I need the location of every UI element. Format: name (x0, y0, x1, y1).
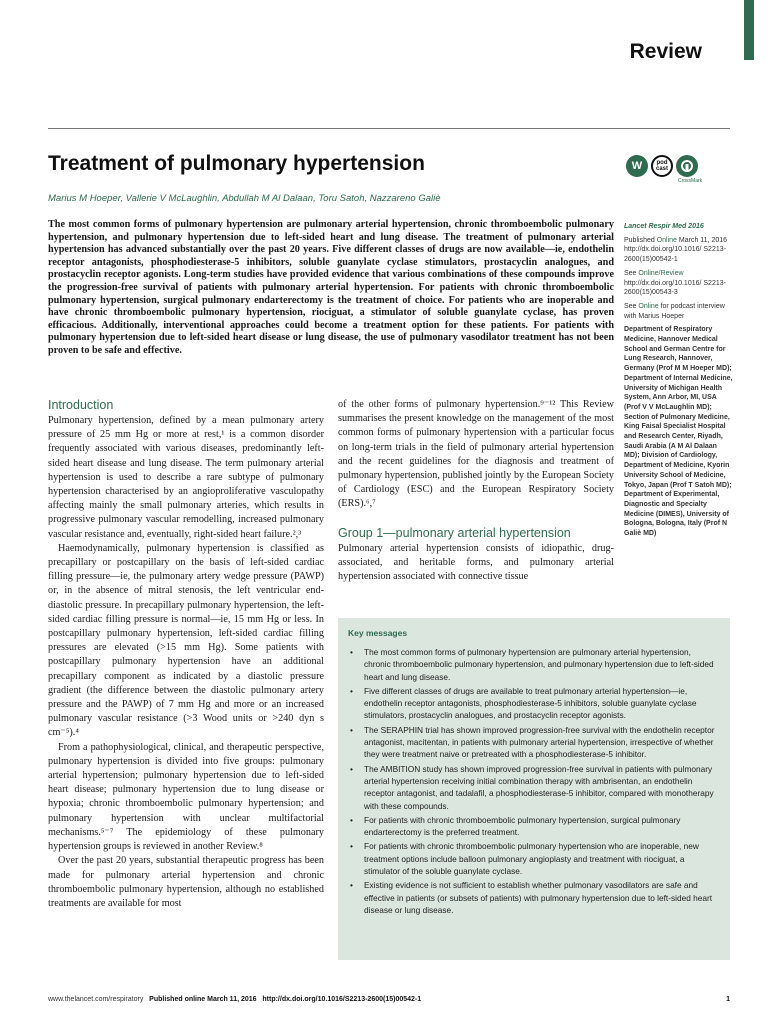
author-list: Marius M Hoeper, Vallerie V McLaughlin, Abdullah M Al Dalaan, Toru Satoh, Nazzareno Galiè (48, 193, 441, 204)
body-paragraph: Pulmonary arterial hypertension consists of idiopathic, drug-associated, and heritable forms, and pulmonary arterial hypertension associated with connective tissue (338, 542, 614, 583)
online-review-link[interactable]: Online/Review (638, 269, 684, 277)
article-title: Treatment of pulmonary hypertension (48, 152, 425, 175)
margin-notes (624, 222, 734, 543)
key-messages-panel (338, 618, 730, 960)
abstract: The most common forms of pulmonary hypertension are pulmonary arterial hypertension, chronic thromboembolic pulmonary hypertension, and pulmonary hypertension due to left-sided heart and lung disease. The treatment of pulmonary arterial hypertension has advanced substantially over the past 20 years. Five different classes of drugs are now available—ie, endothelin receptor antagonists, phosphodiesterase-5 inhibitors, soluble guanylate cyclase stimulators, prostacyclin analogues, and prostacyclin receptor agonists. Long-term studies have provided evidence that various combinations of these compounds improve the progression-free survival of patients with pulmonary arterial hypertension. For patients with chronic thromboembolic pulmonary hypertension, surgical pulmonary endarterectomy is the treatment of choice. For patients who are inoperable and have chronic thromboembolic pulmonary hypertension, riociguat, a stimulator of soluble guanylate cyclase, has proven efficacious. Additionally, interventional approaches could become a treatment option for these patients. For patients with pulmonary hypertension due to left-sided heart disease or lung disease, the use of pulmonary vasodilator treatment has not been proven to be safe and effective. (48, 219, 614, 356)
page-footer (48, 996, 730, 1003)
crossmark-label: CrossMark (678, 178, 703, 184)
podcast-note: See Online for podcast interview with Marius Hoeper (624, 302, 725, 320)
body-paragraph: of the other forms of pulmonary hypertension.⁹⁻¹² This Review summarises the present knowledge on the management of the most common forms of pulmonary hypertension with a particular focus on long-term trials in the field of pulmonary arterial hypertension and the recent guidelines for the diagnosis and treatment of pulmonary hypertension, published jointly by the European Society of Cardiology (ESC) and the European Respiratory Society (ERS).⁶,⁷ (338, 399, 614, 510)
podcast-online-link[interactable]: Online (638, 302, 659, 310)
list-item: • Five different classes of drugs are available to treat pulmonary arterial hypertension—ie, endothelin receptor antagonists, phosphodiesterase-5 inhibitors, soluble guanylate cyclase stimulators, prostacyclin analogues, and prostacyclin receptor agonists. (348, 685, 718, 722)
body-column-right (338, 398, 614, 584)
section-tag: Review (629, 40, 702, 63)
published-note: Published Online March 11, 2016 http://dx.doi.org/10.1016/ S2213-2600(15)00542-1 (624, 236, 728, 264)
group1-heading: Group 1—pulmonary arterial hypertension (338, 525, 571, 540)
key-messages-title: Key messages (348, 628, 408, 638)
footer-published: Published online March 11, 2016 (149, 996, 257, 1003)
body-paragraph: Pulmonary hypertension, defined by a mean pulmonary artery pressure of 25 mm Hg or more at rest,¹ is a common disorder frequently associated with various diseases, predominantly left-sided heart disease and lung disease. The term pulmonary arterial hypertension is used to describe a rare subtype of pulmonary hypertension characterised by an angioproliferative vasculopathy affecting mainly the small pulmonary arteries, which results in progressive pulmonary vascular remodelling, increased pulmonary vascular resistance and, eventually, right-sided heart failure.²,³ (48, 415, 324, 540)
w-logo-icon[interactable]: W (626, 155, 648, 177)
list-item: • The most common forms of pulmonary hypertension are pulmonary arterial hypertension, chronic thromboembolic pulmonary hypertension, and pulmonary hypertension due to left-sided heart and lung disease. (348, 646, 718, 683)
body-paragraph: Over the past 20 years, substantial therapeutic progress has been made for pulmonary arterial hypertension and chronic thromboembolic pulmonary hypertension, although no established treatments are available for most (48, 855, 324, 909)
page-number: 1 (726, 996, 730, 1003)
author-affiliations: Department of Respiratory Medicine, Hannover Medical School and German Centre for Lung Research, Hannover, Germany (Prof M M Hoeper MD); Department of Internal Medicine, University of Michigan Health System, Ann Arbor, MI, USA (Prof V V McLaughlin MD); Section of Pulmonary Medicine, King Faisal Specialist Hospital and Research Center, Riyadh, Saudi Arabia (A M Al Dalaan MD); Division of Cardiology, Department of Medicine, Kyorin University School of Medicine, Tokyo, Japan (Prof T Satoh MD); Department of Experimental, Diagnostic and Specialty Medicine (DIMES), University of Bologna, Bologna, Italy (Prof N Galiè MD) (624, 326, 733, 538)
published-online-link[interactable]: Online (656, 236, 677, 244)
list-item: • Existing evidence is not sufficient to establish whether pulmonary vasodilators are safe and effective in patients (or subsets of patients) with pulmonary hypertension due to left-sided heart disease or lung disease. (348, 879, 718, 916)
key-messages-list (348, 646, 718, 918)
list-item: • The AMBITION study has shown improved progression-free survival in patients with pulmonary arterial hypertension receiving initial combination therapy with ambrisentan, an endothelin receptor antagonist, and tadalafil, a phosphodiesterase-5 inhibitor, compared with monotherapy with these compounds. (348, 763, 718, 812)
crossmark-glyph-icon (680, 159, 694, 173)
body-column-left (48, 398, 324, 911)
body-paragraph: Haemodynamically, pulmonary hypertension is classified as precapillary or postcapillary on the basis of left-sided cardiac filling pressure—ie, the pulmonary artery wedge pressure (PAWP) or, in the absence of mitral stenosis, the left ventricular end-diastolic pressure. In precapillary pulmonary hypertension, the left-sided cardiac filling pressure is normal—ie, 15 mm Hg or less. In postcapillary pulmonary hypertension, left-sided cardiac filling pressures are elevated (>15 mm Hg). Some patients with postcapillary pulmonary hypertension have an additional precapillary component as indicated by a diastolic pressure gradient (the difference between the diastolic pulmonary artery pressure and the PAWP) of 7 mm Hg and more or an increased pulmonary vascular resistance (>3 Wood units or >240 dyn s cm⁻⁵).⁴ (48, 542, 324, 739)
body-paragraph: From a pathophysiological, clinical, and therapeutic perspective, pulmonary hypertension is divided into five groups: pulmonary arterial hypertension; pulmonary hypertension due to left-sided heart disease; pulmonary hypertension due to lung disease or hypoxia; chronic thromboembolic pulmonary hypertension; and pulmonary hypertension with unclear multifactorial mechanisms.⁵⁻⁷ The epidemiology of these pulmonary hypertension groups is reviewed in another Review.⁸ (48, 741, 324, 853)
podcast-icon[interactable]: pod cast (651, 155, 673, 177)
article-badges (626, 155, 698, 177)
list-item: • For patients with chronic thromboembolic pulmonary hypertension who are inoperable, new treatment options include balloon pulmonary angioplasty and treatment with riociguat, a stimulator of the soluble guanylate cyclase. (348, 840, 718, 877)
footer-site-link[interactable]: www.thelancet.com/respiratory (48, 996, 144, 1003)
crossmark-icon[interactable] (676, 155, 698, 177)
see-review-note: See Online/Review http://dx.doi.org/10.1016/ S2213-2600(15)00543-3 (624, 269, 726, 297)
header-divider (48, 128, 730, 129)
list-item: • The SERAPHIN trial has shown improved progression-free survival with the endothelin receptor antagonist, macitentan, in patients with pulmonary arterial hypertension, irrespective of whether they were treatment naive or pretreated with a phosphodiesterase-5 inhibitor. (348, 724, 718, 761)
introduction-heading: Introduction (48, 398, 114, 412)
journal-citation: Lancet Respir Med 2016 (624, 223, 704, 230)
list-item: • For patients with chronic thromboembolic pulmonary hypertension, surgical pulmonary endarterectomy is the preferred treatment. (348, 814, 718, 839)
footer-doi-link[interactable]: http://dx.doi.org/10.1016/S2213-2600(15)00542-1 (262, 996, 422, 1003)
section-accent-bar (744, 0, 754, 60)
